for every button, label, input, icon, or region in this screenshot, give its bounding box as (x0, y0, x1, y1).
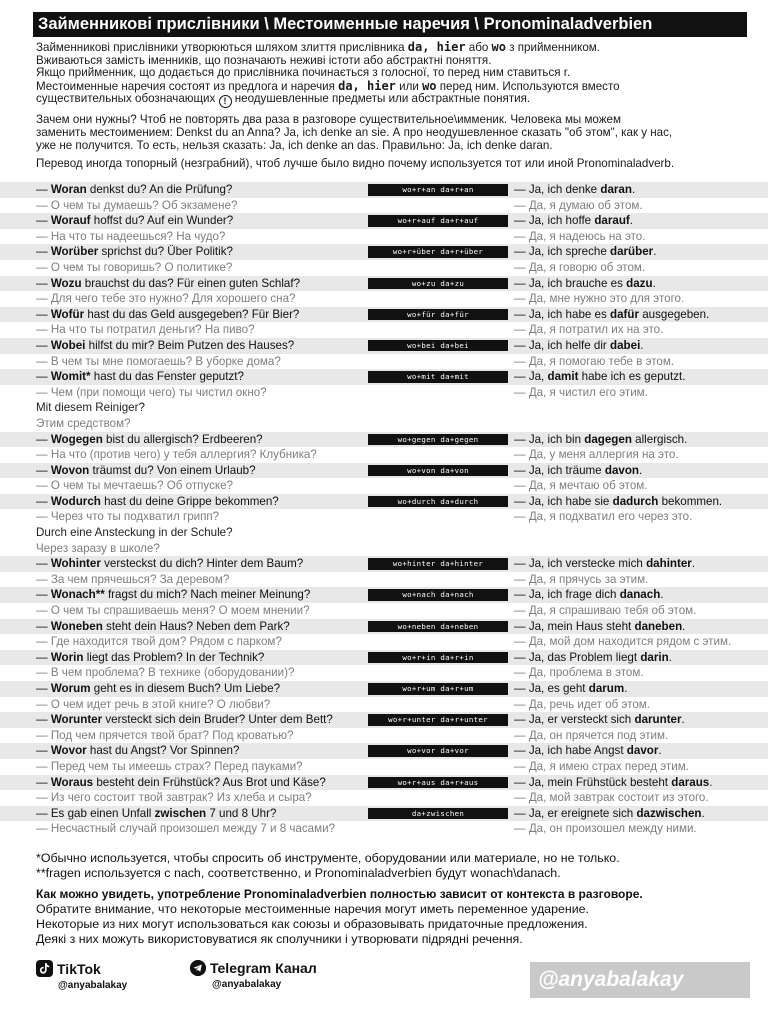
question-text: — Woneben steht dein Haus? Neben dem Park? (36, 619, 290, 633)
example-row-continuation (0, 416, 768, 432)
question-text: — Wozu brauchst du das? Für einen guten Schlaf? (36, 276, 301, 290)
question-text: Через заразу в школе? (36, 541, 160, 555)
example-table (0, 182, 768, 837)
question-text: — Wodurch hast du deine Grippe bekommen? (36, 494, 279, 508)
answer-text: — Да, мой дом находится рядом с этим. (514, 635, 732, 649)
answer-text: — Ja, ich träume davon. (514, 463, 643, 477)
example-row-german (0, 432, 768, 448)
question-text: — Womit* hast du das Fenster geputzt? (36, 370, 244, 384)
question-text: — Worum geht es in diesem Buch? Um Liebe? (36, 682, 281, 695)
summary-line: Деякі з них можуть використовуватися як сполучники і утворювати підрядні речення. (36, 932, 523, 946)
tiktok-link[interactable] (36, 960, 127, 991)
formation-badge: wo+r+über da+r+über (368, 246, 508, 258)
intro-line: Вживаються замість іменників, що позначають неживі істоти або абстрактні поняття. (36, 54, 492, 67)
example-row-german (0, 338, 768, 354)
answer-text: — Да, мой завтрак состоит из этого. (514, 791, 709, 805)
intro-text (36, 41, 748, 171)
question-text: Этим средством? (36, 416, 131, 430)
question-text: — Wovor hast du Angst? Vor Spinnen? (36, 744, 240, 758)
formation-badge: wo+r+um da+r+um (368, 683, 508, 695)
question-text: — Из чего состоит твой завтрак? Из хлеба и сыра? (36, 791, 312, 805)
intro-line: существительных обозначающих ! неодушевленные предметы или абстрактные понятия. (36, 93, 531, 107)
example-row-russian (0, 728, 768, 744)
answer-text: — Ja, ich verstecke mich dahinter. (514, 557, 696, 571)
telegram-link[interactable] (190, 960, 317, 990)
formation-badge: wo+zu da+zu (368, 278, 508, 290)
question-text: — Worin liegt das Problem? In der Technik? (36, 650, 265, 664)
question-text: — Где находится твой дом? Рядом с парком? (36, 635, 282, 649)
intro-line: заменить местоимением: Denkst du an Anna? Ja, ich denke an sie. А про неодушевленное сказать "об этом", как у нас, (36, 126, 673, 139)
formation-badge: wo+neben da+neben (368, 621, 508, 633)
question-text: — Wobei hilfst du mir? Beim Putzen des Hauses? (36, 338, 295, 352)
example-row-russian (0, 509, 768, 525)
answer-text: — Да, я потратил их на это. (514, 323, 664, 337)
question-text: — О чем ты говоришь? О политике? (36, 260, 233, 274)
intro-line: Якщо прийменник, що додається до прислівника починається з голосної, то перед ним ставиться r. (36, 67, 571, 80)
example-row-russian (0, 572, 768, 588)
answer-text: — Ja, ich spreche darüber. (514, 245, 657, 259)
question-text: — Wonach** fragst du mich? Nach meiner Meinung? (36, 588, 311, 602)
answer-text: — Ja, er versteckt sich darunter. (514, 713, 685, 727)
example-row-continuation (0, 400, 768, 416)
formation-badge: wo+r+unter da+r+unter (368, 714, 508, 726)
page-title: Займенникові прислівники \ Местоименные наречия \ Pronominaladverbien (33, 12, 747, 37)
intro-line: Зачем они нужны? Чтоб не повторять два раза в разговоре существительное\имменик. Человека мы можем (36, 114, 621, 127)
example-row-russian (0, 478, 768, 494)
answer-text: — Ja, mein Haus steht daneben. (514, 619, 686, 633)
watermark: @anyabalakay (530, 962, 750, 998)
answer-text: — Да, речь идет об этом. (514, 697, 650, 711)
question-text: — Worüber sprichst du? Über Politik? (36, 245, 233, 259)
answer-text: — Ja, damit habe ich es geputzt. (514, 370, 686, 384)
answer-text: — Ja, ich habe sie dadurch bekommen. (514, 494, 723, 508)
example-row-russian (0, 260, 768, 276)
answer-text: — Ja, es geht darum. (514, 682, 628, 695)
question-text: — О чем идет речь в этой книге? О любви? (36, 697, 271, 711)
example-row-russian (0, 229, 768, 245)
example-row-russian (0, 447, 768, 463)
answer-text: — Да, я помогаю тебе в этом. (514, 354, 675, 368)
example-row-german (0, 307, 768, 323)
question-text: — Wofür hast du das Geld ausgegeben? Für Bier? (36, 307, 300, 321)
example-row-continuation (0, 541, 768, 557)
question-text: — Несчастный случай произошел между 7 и 8 часами? (36, 822, 336, 836)
example-row-german (0, 463, 768, 479)
example-row-russian (0, 759, 768, 775)
footnote: *Обычно используется, чтобы спросить об инструменте, оборудовании или материале, но не только. (36, 851, 620, 865)
answer-text: — Ja, ich bin dagegen allergisch. (514, 432, 688, 446)
example-row-russian (0, 603, 768, 619)
question-text: — Wovon träumst du? Von einem Urlaub? (36, 463, 256, 477)
answer-text: — Да, я имею страх перед этим. (514, 759, 689, 773)
example-row-german (0, 712, 768, 728)
example-row-russian (0, 697, 768, 713)
exclamation-icon: ! (219, 95, 232, 108)
question-text: — Через что ты подхватил грипп? (36, 510, 220, 524)
answer-text: — Ja, er ereignete sich dazwischen. (514, 806, 705, 820)
question-text: — Чем (при помощи чего) ты чистил окно? (36, 385, 267, 399)
question-text: — Es gab einen Unfall zwischen 7 und 8 Uhr? (36, 806, 277, 820)
question-text: — Worunter versteckt sich dein Bruder? Unter dem Bett? (36, 713, 333, 727)
summary-line: Обратите внимание, что некоторые местоименные наречия могут иметь переменное ударение. (36, 902, 589, 916)
example-row-russian (0, 322, 768, 338)
intro-line: Местоименные наречия состоят из предлога и наречия da, hier или wo перед ним. Используются вместо (36, 79, 620, 93)
answer-text: — Ja, ich habe es dafür ausgegeben. (514, 307, 710, 321)
answer-text: — Да, мне нужно это для этого. (514, 292, 685, 306)
answer-text: — Ja, ich frage dich danach. (514, 588, 664, 602)
question-text: — Для чего тебе это нужно? Для хорошего сна? (36, 292, 296, 306)
formation-badge: wo+für da+für (368, 309, 508, 321)
example-row-german (0, 743, 768, 759)
question-text: — Под чем прячется твой брат? Под кроватью? (36, 728, 294, 742)
formation-badge: wo+vor da+vor (368, 745, 508, 757)
answer-text: — Да, я прячусь за этим. (514, 572, 649, 586)
answer-text: — Да, я надеюсь на это. (514, 229, 646, 243)
answer-text: — Ja, ich denke daran. (514, 183, 636, 196)
intro-line: Займенникові прислівники утворюються шляхом злиття прислівника da, hier або wo з прийменником. (36, 41, 600, 54)
question-text: — На что ты надеешься? На чудо? (36, 229, 226, 243)
formation-badge: wo+hinter da+hinter (368, 558, 508, 570)
question-text: — На что ты потратил деньги? На пиво? (36, 323, 255, 337)
answer-text: — Да, проблема в этом. (514, 666, 644, 680)
answer-text: — Да, я спрашиваю тебя об этом. (514, 604, 697, 618)
example-row-german (0, 213, 768, 229)
tiktok-label: TikTok (57, 960, 101, 977)
question-text: — О чем ты спрашиваешь меня? О моем мнении? (36, 604, 310, 618)
answer-text: — Ja, ich helfe dir dabei. (514, 338, 644, 352)
question-text: — О чем ты мечтаешь? Об отпуске? (36, 479, 233, 493)
question-text: — В чем проблема? В технике (оборудовании)? (36, 666, 295, 680)
tiktok-icon (36, 960, 53, 977)
question-text: — На что (против чего) у тебя аллергия? Клубника? (36, 448, 317, 462)
answer-text: — Ja, das Problem liegt darin. (514, 650, 672, 664)
answer-text: — Ja, mein Frühstück besteht daraus. (514, 775, 713, 789)
formation-badge: wo+nach da+nach (368, 589, 508, 601)
example-row-german (0, 556, 768, 572)
formation-badge: wo+durch da+durch (368, 496, 508, 508)
formation-badge: wo+r+in da+r+in (368, 652, 508, 664)
answer-text: — Да, он прячется под этим. (514, 728, 669, 742)
question-text: — Wohinter versteckst du dich? Hinter dem Baum? (36, 557, 304, 571)
question-text: — Woran denkst du? An die Prüfung? (36, 183, 233, 196)
answer-text: — Да, я мечтаю об этом. (514, 479, 648, 493)
footer (36, 960, 750, 1000)
formation-badge: da+zwischen (368, 808, 508, 820)
formation-badge: wo+mit da+mit (368, 371, 508, 383)
example-row-german (0, 806, 768, 822)
answer-text: — Ja, ich habe Angst davor. (514, 744, 662, 758)
summary-line: Некоторые из них могут использоваться как союзы и образовывать придаточные предложения. (36, 917, 588, 931)
footnote: **fragen используется с nach, соответственно, и Pronominaladverbien будут wonach\danach. (36, 866, 561, 880)
example-row-russian (0, 354, 768, 370)
question-text: — В чем ты мне помогаешь? В уборке дома? (36, 354, 281, 368)
formation-badge: wo+von da+von (368, 465, 508, 477)
example-row-german (0, 650, 768, 666)
answer-text: — Да, я подхватил его через это. (514, 510, 693, 524)
example-row-russian (0, 821, 768, 837)
answer-text: — Да, он произошел между ними. (514, 822, 697, 836)
example-row-russian (0, 385, 768, 401)
answer-text: — Ja, ich brauche es dazu. (514, 276, 656, 290)
example-row-german (0, 244, 768, 260)
example-row-continuation (0, 525, 768, 541)
telegram-label: Telegram Канал (210, 960, 317, 976)
formation-badge: wo+r+aus da+r+aus (368, 777, 508, 789)
question-text: — Woraus besteht dein Frühstück? Aus Brot und Käse? (36, 775, 326, 789)
example-row-german (0, 587, 768, 603)
answer-text: — Да, я говорю об этом. (514, 260, 646, 274)
example-row-german (0, 276, 768, 292)
question-text: Durch eine Ansteckung in der Schule? (36, 526, 233, 540)
answer-text: — Да, я чистил его этим. (514, 385, 648, 399)
example-row-russian (0, 198, 768, 214)
question-text: — О чем ты думаешь? Об экзамене? (36, 198, 238, 212)
intro-line: Перевод иногда топорный (незграбний), чтоб лучше было видно почему используется тот или иной Pronominaladverb. (36, 158, 675, 171)
answer-text: — Да, у меня аллергия на это. (514, 448, 679, 462)
summary-line: Как можно увидеть, употребление Pronominaladverbien полностью зависит от контекста в разговоре. (36, 887, 643, 901)
example-row-german (0, 369, 768, 385)
example-row-german (0, 775, 768, 791)
example-row-german (0, 619, 768, 635)
question-text: — За чем прячешься? За деревом? (36, 572, 230, 586)
example-row-german (0, 182, 768, 198)
intro-line: уже не получится. То есть, нельзя сказать: Ja, ich denke an das. Правильно: Ja, ich denke daran. (36, 139, 553, 152)
formation-badge: wo+r+an da+r+an (368, 184, 508, 196)
question-text: — Wogegen bist du allergisch? Erdbeeren? (36, 432, 263, 446)
example-row-russian (0, 291, 768, 307)
notes (36, 851, 750, 947)
formation-badge: wo+gegen da+gegen (368, 434, 508, 446)
answer-text: — Да, я думаю об этом. (514, 198, 643, 212)
formation-badge: wo+r+auf da+r+auf (368, 215, 508, 227)
example-row-russian (0, 790, 768, 806)
telegram-handle: @anyabalakay (212, 979, 282, 990)
example-row-german (0, 681, 768, 697)
answer-text: — Ja, ich hoffe darauf. (514, 214, 634, 228)
question-text: Mit diesem Reiniger? (36, 401, 145, 415)
example-row-german (0, 494, 768, 510)
question-text: — Перед чем ты имеешь страх? Перед пауками? (36, 759, 303, 773)
formation-badge: wo+bei da+bei (368, 340, 508, 352)
question-text: — Worauf hoffst du? Auf ein Wunder? (36, 214, 234, 228)
example-row-russian (0, 665, 768, 681)
telegram-icon (190, 960, 206, 976)
tiktok-handle: @anyabalakay (58, 980, 128, 991)
example-row-russian (0, 634, 768, 650)
